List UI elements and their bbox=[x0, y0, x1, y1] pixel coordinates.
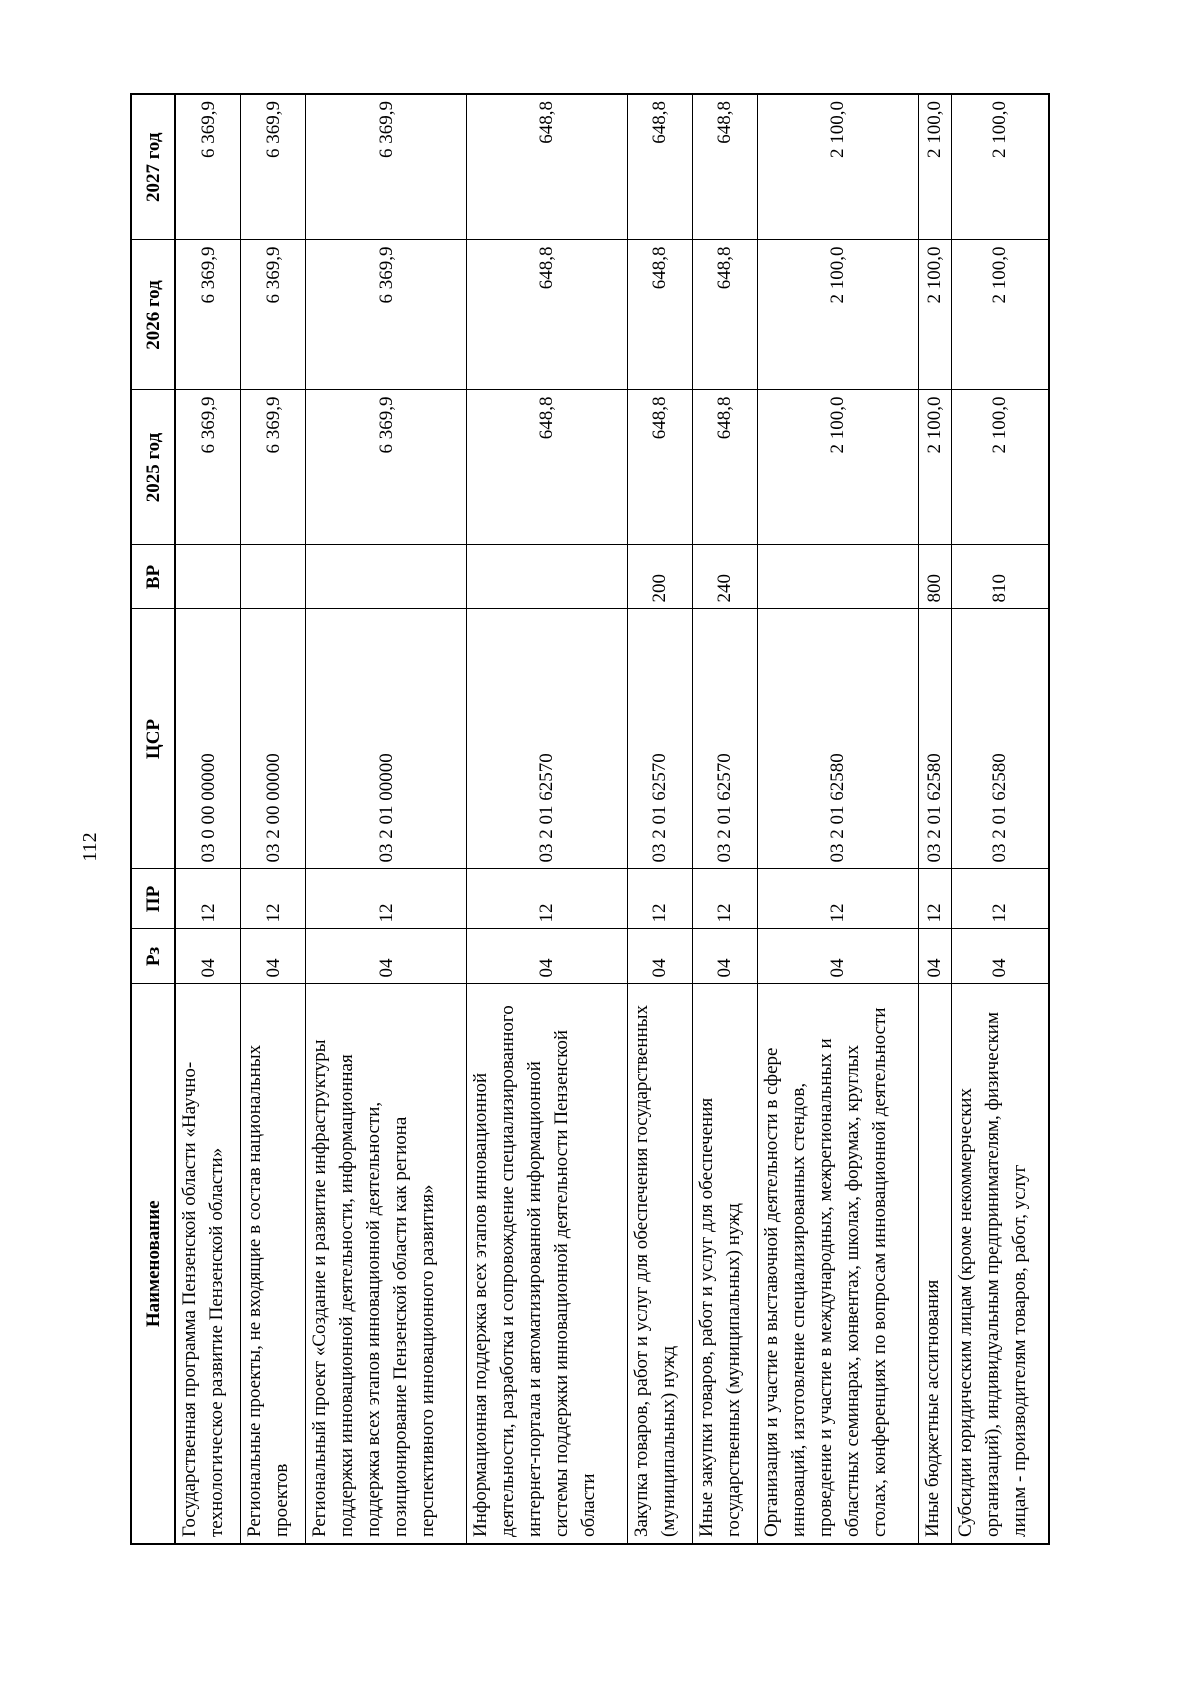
cell-csr: 03 0 00 00000 bbox=[175, 609, 241, 869]
cell-2025: 648,8 bbox=[627, 390, 692, 545]
header-rz: Рз bbox=[131, 929, 175, 984]
cell-2027: 2 100,0 bbox=[918, 94, 951, 240]
cell-2025: 2 100,0 bbox=[918, 390, 951, 545]
cell-vr bbox=[241, 545, 306, 609]
cell-2025: 6 369,9 bbox=[306, 390, 467, 545]
cell-rz: 04 bbox=[692, 929, 757, 984]
table-header-row bbox=[131, 94, 175, 1544]
cell-2025: 6 369,9 bbox=[175, 390, 241, 545]
cell-pr: 12 bbox=[757, 869, 918, 929]
cell-name: Региональный проект «Создание и развитие инфраструктуры поддержки инновационной деятельности, информационная поддержка всех этапов инновационной деятельности, позиционирование Пензенской области как региона перспективного инновационного развития» bbox=[306, 984, 467, 1544]
cell-2025: 648,8 bbox=[467, 390, 628, 545]
table-row bbox=[175, 94, 241, 1544]
header-2027: 2027 год bbox=[131, 94, 175, 240]
cell-csr: 03 2 01 62580 bbox=[951, 609, 1049, 869]
cell-pr: 12 bbox=[175, 869, 241, 929]
cell-2027: 648,8 bbox=[627, 94, 692, 240]
table-row bbox=[951, 94, 1049, 1544]
cell-name: Субсидии юридическим лицам (кроме некоммерческих организаций), индивидуальным предпринимателям, физическим лицам - производителям товаров, работ, услуг bbox=[951, 984, 1049, 1544]
cell-rz: 04 bbox=[918, 929, 951, 984]
header-2025: 2025 год bbox=[131, 390, 175, 545]
cell-csr: 03 2 01 62570 bbox=[627, 609, 692, 869]
cell-vr bbox=[467, 545, 628, 609]
cell-2027: 6 369,9 bbox=[175, 94, 241, 240]
cell-vr bbox=[757, 545, 918, 609]
cell-csr: 03 2 00 00000 bbox=[241, 609, 306, 869]
table-row bbox=[757, 94, 918, 1544]
page-number: 112 bbox=[78, 832, 101, 862]
cell-csr: 03 2 01 62580 bbox=[757, 609, 918, 869]
cell-vr bbox=[175, 545, 241, 609]
cell-name: Иные бюджетные ассигнования bbox=[918, 984, 951, 1544]
header-vr: ВР bbox=[131, 545, 175, 609]
cell-2025: 6 369,9 bbox=[241, 390, 306, 545]
cell-name: Региональные проекты, не входящие в состав национальных проектов bbox=[241, 984, 306, 1544]
cell-name: Организация и участие в выставочной деятельности в сфере инноваций, изготовление специализированных стендов, проведение и участие в международных, межрегиональных и областных семинарах, конвентах, школах, форумах, круглых столах, конференциях по вопросам инновационной деятельности bbox=[757, 984, 918, 1544]
cell-2025: 2 100,0 bbox=[951, 390, 1049, 545]
cell-2027: 6 369,9 bbox=[306, 94, 467, 240]
cell-2027: 2 100,0 bbox=[951, 94, 1049, 240]
cell-2025: 2 100,0 bbox=[757, 390, 918, 545]
cell-2026: 2 100,0 bbox=[757, 240, 918, 390]
cell-rz: 04 bbox=[757, 929, 918, 984]
header-2026: 2026 год bbox=[131, 240, 175, 390]
cell-rz: 04 bbox=[306, 929, 467, 984]
cell-pr: 12 bbox=[951, 869, 1049, 929]
cell-name: Государственная программа Пензенской области «Научно-технологическое развитие Пензенской области» bbox=[175, 984, 241, 1544]
cell-2025: 648,8 bbox=[692, 390, 757, 545]
cell-rz: 04 bbox=[467, 929, 628, 984]
cell-vr: 200 bbox=[627, 545, 692, 609]
cell-name: Иные закупки товаров, работ и услуг для обеспечения государственных (муниципальных) нужд bbox=[692, 984, 757, 1544]
cell-pr: 12 bbox=[692, 869, 757, 929]
cell-pr: 12 bbox=[241, 869, 306, 929]
cell-pr: 12 bbox=[627, 869, 692, 929]
cell-name: Информационная поддержка всех этапов инновационной деятельности, разработка и сопровождение специализированного интернет-портала и автоматизированной информационной системы поддержки инновационной деятельности Пензенской области bbox=[467, 984, 628, 1544]
cell-csr: 03 2 01 62570 bbox=[692, 609, 757, 869]
header-csr: ЦСР bbox=[131, 609, 175, 869]
cell-2026: 648,8 bbox=[467, 240, 628, 390]
cell-vr: 240 bbox=[692, 545, 757, 609]
cell-csr: 03 2 01 62570 bbox=[467, 609, 628, 869]
cell-vr: 810 bbox=[951, 545, 1049, 609]
cell-pr: 12 bbox=[306, 869, 467, 929]
cell-2026: 648,8 bbox=[627, 240, 692, 390]
cell-vr: 800 bbox=[918, 545, 951, 609]
cell-csr: 03 2 01 00000 bbox=[306, 609, 467, 869]
table-row bbox=[467, 94, 628, 1544]
cell-csr: 03 2 01 62580 bbox=[918, 609, 951, 869]
table-row bbox=[918, 94, 951, 1544]
header-name: Наименование bbox=[131, 984, 175, 1544]
cell-2027: 648,8 bbox=[692, 94, 757, 240]
table-row bbox=[241, 94, 306, 1544]
table-row bbox=[692, 94, 757, 1544]
cell-rz: 04 bbox=[951, 929, 1049, 984]
cell-pr: 12 bbox=[918, 869, 951, 929]
cell-name: Закупка товаров, работ и услуг для обеспечения государственных (муниципальных) нужд bbox=[627, 984, 692, 1544]
cell-rz: 04 bbox=[175, 929, 241, 984]
cell-2027: 2 100,0 bbox=[757, 94, 918, 240]
table-row bbox=[306, 94, 467, 1544]
header-pr: ПР bbox=[131, 869, 175, 929]
cell-2026: 6 369,9 bbox=[306, 240, 467, 390]
cell-2026: 2 100,0 bbox=[918, 240, 951, 390]
cell-2027: 6 369,9 bbox=[241, 94, 306, 240]
cell-2026: 6 369,9 bbox=[241, 240, 306, 390]
cell-2026: 2 100,0 bbox=[951, 240, 1049, 390]
cell-pr: 12 bbox=[467, 869, 628, 929]
table-row bbox=[627, 94, 692, 1544]
cell-2026: 648,8 bbox=[692, 240, 757, 390]
cell-rz: 04 bbox=[241, 929, 306, 984]
cell-2027: 648,8 bbox=[467, 94, 628, 240]
cell-2026: 6 369,9 bbox=[175, 240, 241, 390]
cell-vr bbox=[306, 545, 467, 609]
cell-rz: 04 bbox=[627, 929, 692, 984]
budget-table bbox=[130, 93, 1050, 1545]
budget-table-container bbox=[130, 95, 1050, 1545]
